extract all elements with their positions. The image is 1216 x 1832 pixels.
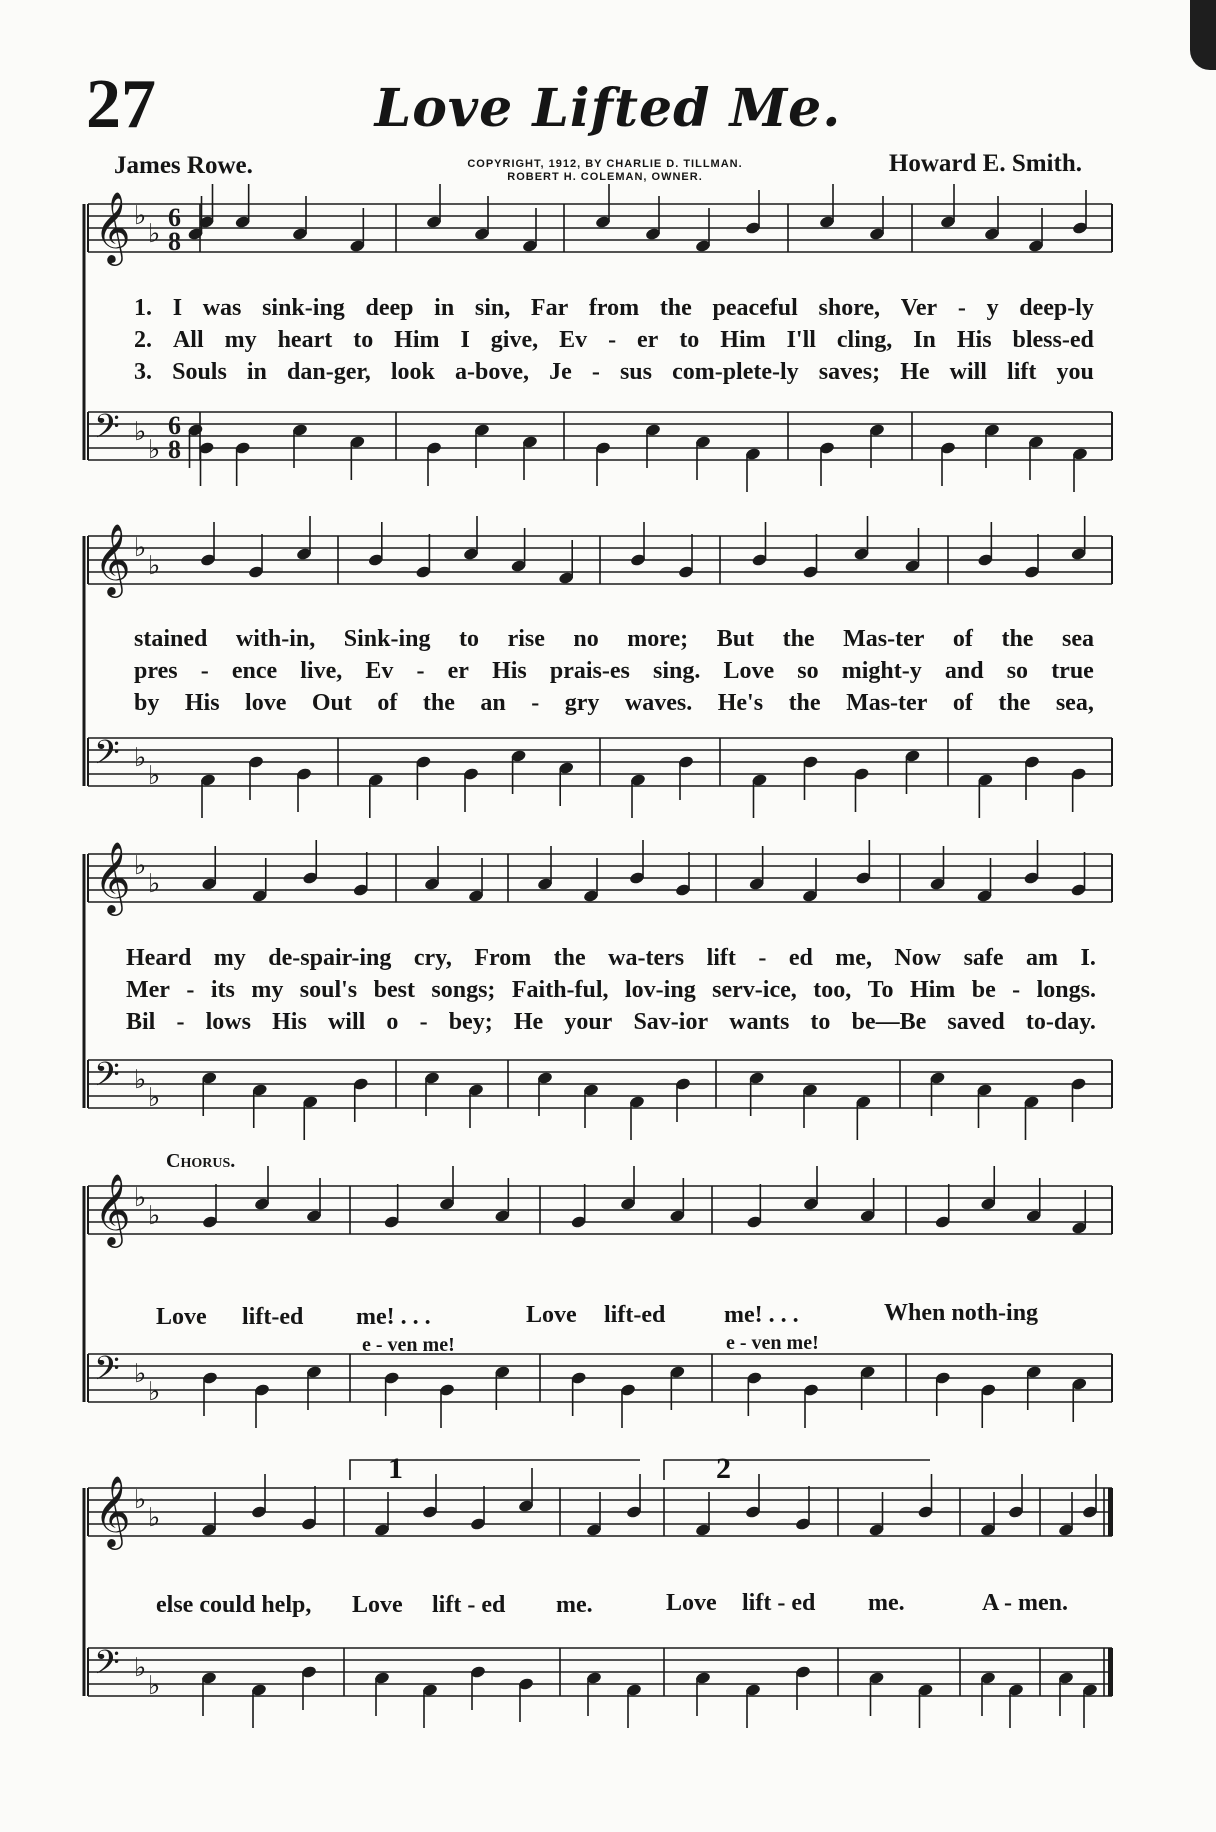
- verse-3-line-3: Bil - lows His will o - bey; He your Sav-ior wants to be—Be saved to-day.: [126, 1009, 1096, 1035]
- hymn-number: 27: [86, 66, 156, 143]
- flat-sign: ♭: [134, 1485, 147, 1514]
- flat-sign: ♭: [148, 1377, 161, 1406]
- verse-3-line-1: 3. Souls in dan-ger, look a-bove, Je - sus com-plete-ly saves; He will lift you: [134, 359, 1094, 385]
- final-word-5: Love: [666, 1590, 717, 1616]
- second-ending-number: 2: [716, 1452, 731, 1485]
- flat-sign: ♭: [134, 1359, 147, 1388]
- flat-sign: ♭: [148, 1083, 161, 1112]
- chorus-echo-2: e - ven me!: [726, 1332, 819, 1354]
- treble-clef: 𝄞: [94, 1474, 131, 1547]
- verse-2-line-3: Mer - its my soul's best songs; Faith-ful, lov-ing serv-ice, too, To Him be - longs.: [126, 977, 1096, 1003]
- bass-clef: 𝄢: [94, 408, 120, 454]
- chorus-word-4: Love: [526, 1302, 577, 1328]
- time-signature-top: 6: [168, 203, 181, 232]
- verse-1-line-3: Heard my de-spair-ing cry, From the wa-ters lift - ed me, Now safe am I.: [126, 945, 1096, 971]
- chorus-word-2: lift-ed: [242, 1304, 304, 1330]
- flat-sign: ♭: [148, 1671, 161, 1700]
- final-word-3: lift - ed: [432, 1592, 506, 1618]
- final-word-6: lift - ed: [742, 1590, 816, 1616]
- bass-clef: 𝄢: [94, 1644, 120, 1690]
- flat-sign: ♭: [148, 1201, 161, 1230]
- flat-sign: ♭: [134, 1183, 147, 1212]
- treble-clef: 𝄞: [94, 190, 131, 263]
- first-ending-number: 1: [388, 1452, 403, 1485]
- chorus-echo-1: e - ven me!: [362, 1334, 455, 1356]
- flat-sign: ♭: [134, 533, 147, 562]
- flat-sign: ♭: [148, 869, 161, 898]
- verse-1-line-1: 1. I was sink-ing deep in sin, Far from the peaceful shore, Ver - y deep-ly: [134, 295, 1094, 321]
- final-word-7: me.: [868, 1590, 905, 1616]
- treble-clef: 𝄞: [94, 522, 131, 595]
- treble-clef: 𝄞: [94, 840, 131, 913]
- chorus-word-1: Love: [156, 1304, 207, 1330]
- copyright-line-1: COPYRIGHT, 1912, BY CHARLIE D. TILLMAN.: [467, 158, 743, 170]
- chorus-word-6: me! . . .: [724, 1302, 799, 1328]
- flat-sign: ♭: [148, 219, 161, 248]
- copyright-line-2: ROBERT H. COLEMAN, OWNER.: [507, 171, 703, 183]
- chorus-word-3: me! . . .: [356, 1304, 431, 1330]
- lyricist: James Rowe.: [114, 152, 253, 179]
- verse-1-line-2: stained with-in, Sink-ing to rise no more; But the Mas-ter of the sea: [134, 626, 1094, 652]
- hymn-title: Love Lifted Me.: [374, 78, 842, 139]
- flat-sign: ♭: [148, 551, 161, 580]
- bass-clef: 𝄢: [94, 1350, 120, 1396]
- final-word-4: me.: [556, 1592, 593, 1618]
- final-word-8: A - men.: [982, 1590, 1068, 1616]
- time-signature-bottom: 8: [168, 435, 181, 464]
- flat-sign: ♭: [134, 417, 147, 446]
- flat-sign: ♭: [134, 743, 147, 772]
- flat-sign: ♭: [134, 851, 147, 880]
- verse-2-line-2: pres - ence live, Ev - er His prais-es sing. Love so might-y and so true: [134, 658, 1094, 684]
- flat-sign: ♭: [134, 1065, 147, 1094]
- flat-sign: ♭: [148, 435, 161, 464]
- chorus-word-5: lift-ed: [604, 1302, 666, 1328]
- second-ending-bracket: [664, 1460, 930, 1480]
- final-word-1: else could help,: [156, 1592, 312, 1618]
- chorus-word-7: When noth-ing: [884, 1300, 1039, 1326]
- time-signature-top: 6: [168, 411, 181, 440]
- flat-sign: ♭: [134, 201, 147, 230]
- verse-3-line-2: by His love Out of the an - gry waves. He's the Mas-ter of the sea,: [134, 690, 1094, 716]
- verse-2-line-1: 2. All my heart to Him I give, Ev - er to Him I'll cling, In His bless-ed: [134, 327, 1094, 353]
- chorus-label: Chorus.: [166, 1150, 236, 1172]
- bass-clef: 𝄢: [94, 734, 120, 780]
- time-signature-bottom: 8: [168, 227, 181, 256]
- treble-clef: 𝄞: [94, 1172, 131, 1245]
- flat-sign: ♭: [148, 1503, 161, 1532]
- composer: Howard E. Smith.: [888, 150, 1082, 177]
- flat-sign: ♭: [134, 1653, 147, 1682]
- bass-clef: 𝄢: [94, 1056, 120, 1102]
- flat-sign: ♭: [148, 761, 161, 790]
- final-word-2: Love: [352, 1592, 403, 1618]
